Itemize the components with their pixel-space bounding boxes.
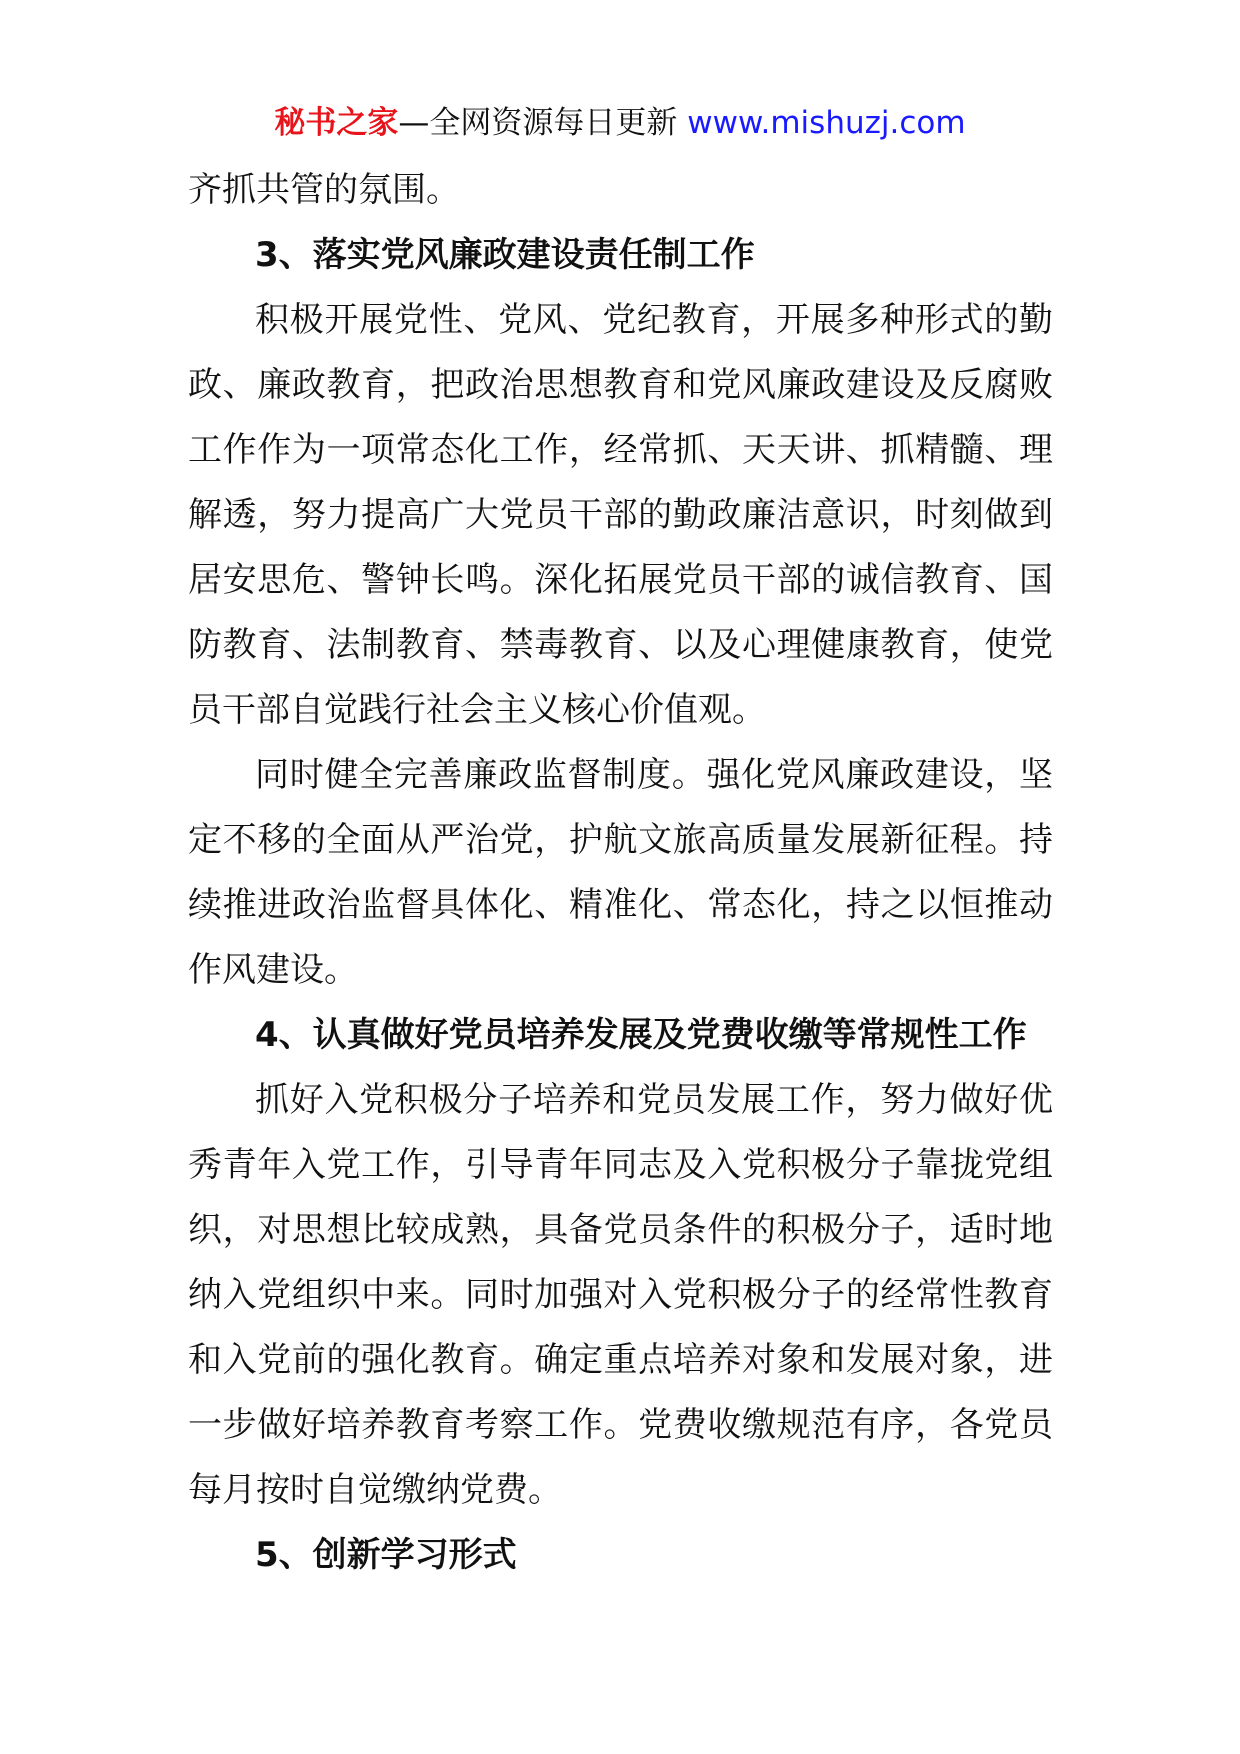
text-line: 工作作为一项常态化工作，经常抓、天天讲、抓精髓、理 — [188, 430, 1053, 470]
text-line: 政、廉政教育，把政治思想教育和党风廉政建设及反腐败 — [188, 365, 1053, 405]
text-line: 抓好入党积极分子培养和党员发展工作，努力做好优 — [255, 1080, 1053, 1120]
header-slogan: —全网资源每日更新 — [398, 105, 688, 141]
text-line: 纳入党组织中来。同时加强对入党积极分子的经常性教育 — [188, 1275, 1053, 1315]
text-line: 和入党前的强化教育。确定重点培养对象和发展对象，进 — [188, 1340, 1053, 1380]
text-line: 同时健全完善廉政监督制度。强化党风廉政建设，坚 — [255, 755, 1053, 795]
text-line: 织，对思想比较成熟，具备党员条件的积极分子，适时地 — [188, 1210, 1053, 1250]
section-heading: 4、认真做好党员培养发展及党费收缴等常规性工作 — [255, 1015, 1027, 1055]
document-body — [188, 158, 1053, 1588]
text-line: 解透，努力提高广大党员干部的勤政廉洁意识，时刻做到 — [188, 495, 1053, 535]
text-line: 员干部自觉践行社会主义核心价值观。 — [188, 690, 766, 730]
section-heading: 3、落实党风廉政建设责任制工作 — [255, 235, 755, 275]
text-line: 作风建设。 — [188, 950, 358, 990]
text-line: 定不移的全面从严治党，护航文旅高质量发展新征程。持 — [188, 820, 1053, 860]
text-line: 积极开展党性、党风、党纪教育，开展多种形式的勤 — [255, 300, 1053, 340]
text-line: 防教育、法制教育、禁毒教育、以及心理健康教育，使党 — [188, 625, 1053, 665]
section-heading: 5、创新学习形式 — [255, 1535, 517, 1575]
text-line: 每月按时自觉缴纳党费。 — [188, 1470, 562, 1510]
text-line: 秀青年入党工作，引导青年同志及入党积极分子靠拢党组 — [188, 1145, 1053, 1185]
brand-name: 秘书之家 — [274, 105, 399, 141]
text-line: 续推进政治监督具体化、精准化、常态化，持之以恒推动 — [188, 885, 1053, 925]
page-header — [0, 100, 1240, 146]
header-url[interactable]: www.mishuzj.com — [687, 105, 966, 141]
text-line: 齐抓共管的氛围。 — [188, 170, 460, 210]
text-line: 一步做好培养教育考察工作。党费收缴规范有序，各党员 — [188, 1405, 1053, 1445]
text-line: 居安思危、警钟长鸣。深化拓展党员干部的诚信教育、国 — [188, 560, 1053, 600]
